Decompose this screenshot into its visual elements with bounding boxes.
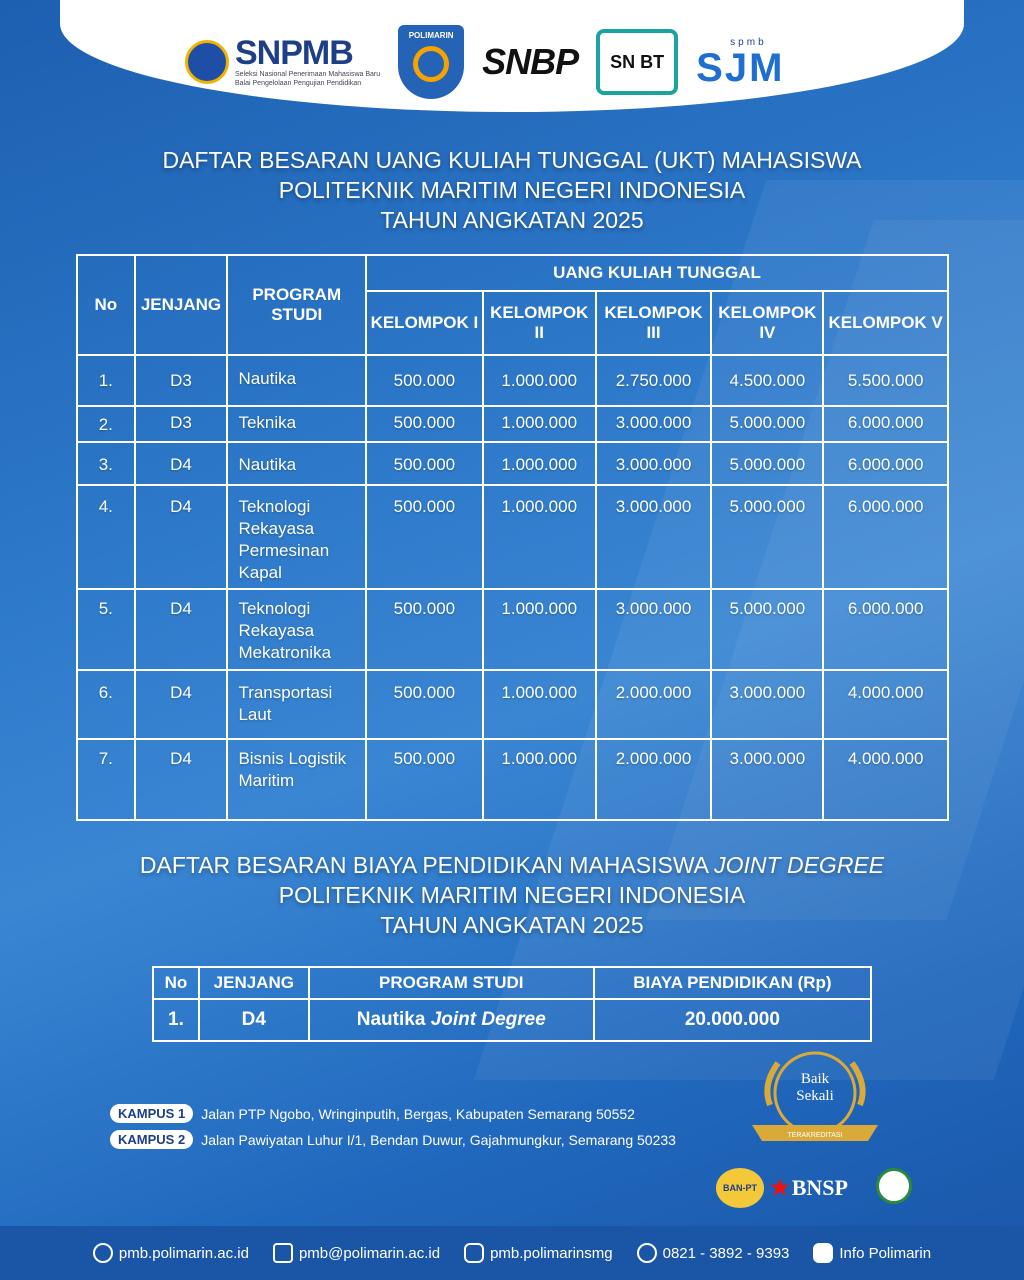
polimarin-logo: POLIMARIN bbox=[398, 25, 464, 99]
instagram-link[interactable]: pmb.polimarinsmg bbox=[464, 1243, 613, 1263]
header-program: PROGRAM STUDI bbox=[227, 255, 366, 355]
header-jenjang: JENJANG bbox=[135, 255, 228, 355]
spmb-sjm-logo: spmb SJM bbox=[696, 36, 785, 90]
website-link[interactable]: pmb.polimarin.ac.id bbox=[93, 1243, 249, 1263]
header-no: No bbox=[77, 255, 135, 355]
kampus-2-address: KAMPUS 2 Jalan Pawiyatan Luhur I/1, Bendan Duwur, Gajahmungkur, Semarang 50233 bbox=[110, 1130, 676, 1149]
partner-logos bbox=[185, 22, 784, 102]
header-kelompok-2: KELOMPOK II bbox=[483, 291, 596, 355]
table-row: 3. D4 Nautika 500.000 1.000.000 3.000.000 5.000.000 6.000.000 bbox=[77, 442, 948, 485]
bnsp-logo: ★ BNSP bbox=[770, 1175, 848, 1200]
table-row: 2. D3 Teknika 500.000 1.000.000 3.000.000 5.000.000 6.000.000 bbox=[77, 406, 948, 442]
mail-icon bbox=[273, 1243, 293, 1263]
anchor-ring-icon bbox=[413, 46, 449, 82]
whatsapp-link[interactable]: 0821 - 3892 - 9393 bbox=[637, 1243, 790, 1263]
table-row: 6. D4 Transportasi Laut 500.000 1.000.000 2.000.000 3.000.000 4.000.000 bbox=[77, 670, 948, 739]
globe-icon bbox=[93, 1243, 113, 1263]
accreditation-seal: TERAKREDITASI Baik Sekali bbox=[748, 1045, 882, 1155]
table-row: 1. D3 Nautika 500.000 1.000.000 2.750.000 4.500.000 5.500.000 bbox=[77, 355, 948, 406]
ukt-table bbox=[76, 254, 949, 821]
youtube-link[interactable]: Info Polimarin bbox=[813, 1243, 931, 1263]
snpmb-logo: SNPMB Seleksi Nasional Penerimaan Mahasiswa Baru Balai Pengelolaan Pengujian Pendidikan bbox=[185, 36, 380, 88]
table-row: 5. D4 Teknologi Rekayasa Mekatronika 500.000 1.000.000 3.000.000 5.000.000 6.000.000 bbox=[77, 589, 948, 670]
snbp-logo: SNBP bbox=[482, 41, 579, 82]
jd-header-no: No bbox=[153, 967, 199, 999]
jd-header-program: PROGRAM STUDI bbox=[309, 967, 594, 999]
kampus-badge: KAMPUS 1 bbox=[110, 1104, 193, 1123]
jd-header-biaya: BIAYA PENDIDIKAN (Rp) bbox=[594, 967, 871, 999]
header-kelompok-3: KELOMPOK III bbox=[596, 291, 712, 355]
youtube-icon bbox=[813, 1243, 833, 1263]
instagram-icon bbox=[464, 1243, 484, 1263]
ukt-title: DAFTAR BESARAN UANG KULIAH TUNGGAL (UKT) MAHASISWA POLITEKNIK MARITIM NEGERI INDONESIA TAHUN ANGKATAN 2025 bbox=[162, 147, 862, 233]
joint-degree-title: DAFTAR BESARAN BIAYA PENDIDIKAN MAHASISWA JOINT DEGREE POLITEKNIK MARITIM NEGERI INDONESIA TAHUN ANGKATAN 2025 bbox=[139, 852, 885, 938]
jd-header-jenjang: JENJANG bbox=[199, 967, 309, 999]
ban-pt-logo: BAN-PT bbox=[716, 1168, 764, 1208]
table-row: 7. D4 Bisnis Logistik Maritim 500.000 1.000.000 2.000.000 3.000.000 4.000.000 bbox=[77, 739, 948, 820]
table-row: 1. D4 Nautika Joint Degree 20.000.000 bbox=[153, 999, 871, 1041]
email-link[interactable]: pmb@polimarin.ac.id bbox=[273, 1243, 440, 1263]
kampus-1-address: KAMPUS 1 Jalan PTP Ngobo, Wringinputih, Bergas, Kabupaten Semarang 50552 bbox=[110, 1104, 635, 1123]
kampus-badge: KAMPUS 2 bbox=[110, 1130, 193, 1149]
table-row: 4. D4 Teknologi Rekayasa Permesinan Kapal 500.000 1.000.000 3.000.000 5.000.000 6.000.000 bbox=[77, 485, 948, 589]
joint-degree-table bbox=[152, 966, 872, 1042]
bnsp-star-icon: ★ bbox=[770, 1175, 790, 1200]
svg-text:TERAKREDITASI: TERAKREDITASI bbox=[787, 1132, 843, 1139]
header-ukt: UANG KULIAH TUNGGAL bbox=[366, 255, 948, 291]
snbt-logo: SN BT bbox=[596, 29, 678, 95]
header-kelompok-1: KELOMPOK I bbox=[366, 291, 483, 355]
header-kelompok-5: KELOMPOK V bbox=[823, 291, 948, 355]
contact-footer bbox=[0, 1226, 1024, 1280]
whatsapp-icon bbox=[637, 1243, 657, 1263]
header-kelompok-4: KELOMPOK IV bbox=[711, 291, 823, 355]
tut-wuri-emblem-icon bbox=[185, 40, 229, 84]
round-seal-logo bbox=[876, 1168, 912, 1204]
